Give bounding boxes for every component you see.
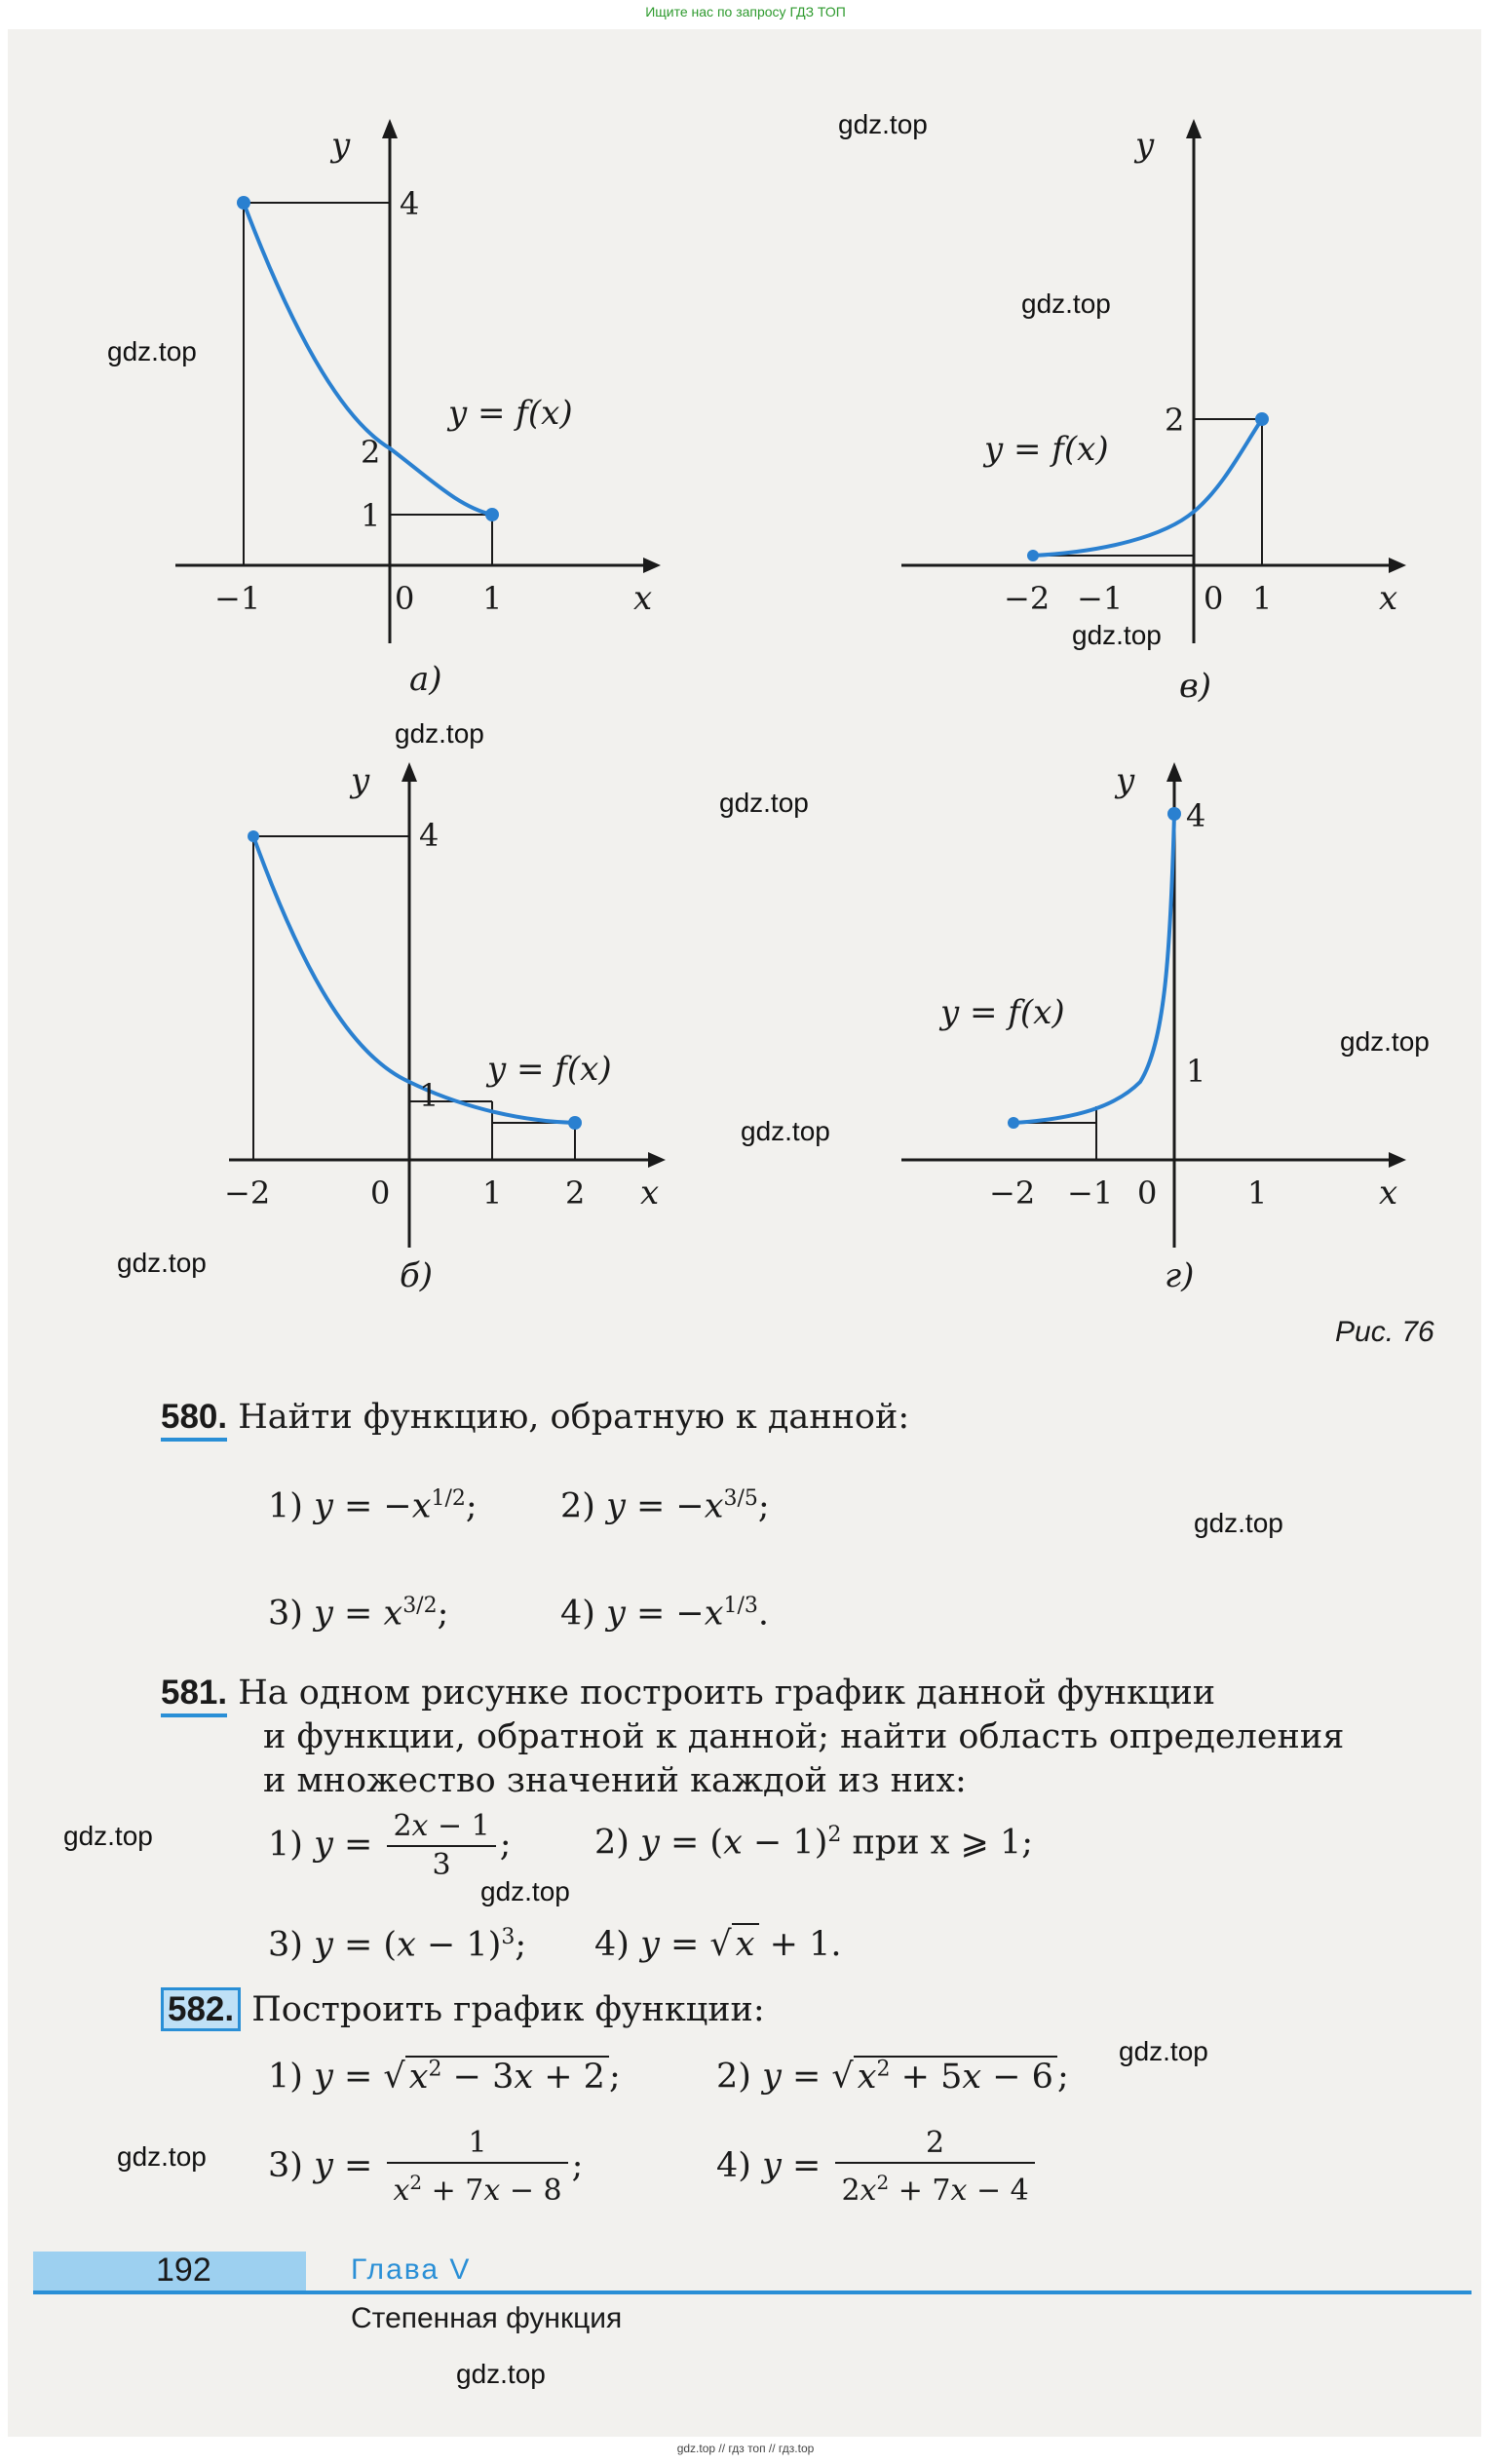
item-number: 3) bbox=[268, 2146, 303, 2185]
ex580-item-2: 2) $y = -x^{3/5}$; bbox=[560, 1486, 770, 1526]
page-number: 192 bbox=[156, 2252, 211, 2289]
item-number: 4) bbox=[716, 2146, 751, 2185]
exercise-number: 582. bbox=[161, 1987, 241, 2031]
graph-a bbox=[156, 117, 663, 699]
label-y: y bbox=[1135, 126, 1155, 165]
tick-x-2: 0 bbox=[1137, 1174, 1158, 1212]
caption-b: б) bbox=[400, 1256, 434, 1295]
watermark: gdz.top bbox=[1072, 620, 1162, 650]
tick-x-1: 0 bbox=[395, 580, 415, 617]
exercise-text-line1: На одном рисунке построить график данной функции bbox=[238, 1674, 1216, 1713]
point-a-end bbox=[485, 508, 499, 521]
exercise-number: 581. bbox=[161, 1674, 227, 1717]
ex582-item-3: 3) y = $\frac{1}{x^2 + 7x - 8}$ ; bbox=[268, 2126, 584, 2208]
ex581-item-4: 4) y = √ x + 1. bbox=[594, 1925, 842, 1964]
chapter-label: Глава V bbox=[351, 2253, 472, 2286]
watermark: gdz.top bbox=[1340, 1026, 1430, 1057]
tick-y-0: 1 bbox=[361, 497, 381, 534]
point-a-start bbox=[237, 196, 250, 210]
caption-g: г) bbox=[1165, 1256, 1195, 1295]
chapter-name: Степенная функция bbox=[351, 2302, 623, 2334]
ex581-item-3: 3) $y = (x - 1)^3$; bbox=[268, 1925, 527, 1965]
tick-y-1: 4 bbox=[1186, 797, 1206, 834]
exercise-number: 580. bbox=[161, 1398, 227, 1442]
top-note: Ищите нас по запросу ГДЗ ТОП bbox=[645, 4, 846, 19]
ex580-item-1: 1) $y = -x^{1/2}$; bbox=[268, 1486, 478, 1526]
tick-x-1: −1 bbox=[1067, 1174, 1114, 1212]
graph-b bbox=[219, 760, 687, 1306]
func-label-v: y = f(x) bbox=[984, 430, 1109, 469]
func-label-b: y = f(x) bbox=[487, 1050, 612, 1089]
watermark: gdz.top bbox=[63, 1821, 153, 1851]
caption-a: а) bbox=[409, 660, 442, 699]
label-x: x bbox=[633, 579, 653, 618]
exercise-581 bbox=[161, 1672, 1215, 1714]
func-label-a: y = f(x) bbox=[448, 394, 573, 433]
watermark: gdz.top bbox=[456, 2359, 546, 2389]
label-y: y bbox=[1116, 761, 1135, 800]
watermark: gdz.top bbox=[1021, 289, 1111, 319]
watermark: gdz.top bbox=[117, 2141, 207, 2172]
label-x: x bbox=[1379, 579, 1398, 618]
exercise-582 bbox=[161, 1988, 765, 2031]
footer-line bbox=[33, 2291, 1472, 2294]
tick-x-3: 1 bbox=[1252, 580, 1273, 617]
tick-y-2: 4 bbox=[400, 185, 420, 222]
condition: при x ⩾ 1; bbox=[852, 1823, 1034, 1863]
graph-v bbox=[882, 117, 1408, 706]
figure-label: Рис. 76 bbox=[1335, 1316, 1434, 1348]
exercise-text: Построить график функции: bbox=[251, 1990, 765, 2029]
item-number: 2) bbox=[716, 2057, 751, 2097]
label-y: y bbox=[351, 761, 370, 800]
func-label-g: y = f(x) bbox=[940, 993, 1065, 1032]
ex582-item-2: 2) y = √ $x^2 + 5x - 6$ ; bbox=[716, 2057, 1069, 2097]
watermark: gdz.top bbox=[838, 109, 928, 139]
item-number: 1) bbox=[268, 2057, 303, 2097]
watermark: gdz.top bbox=[395, 718, 484, 749]
tick-x-3: 1 bbox=[1247, 1174, 1268, 1212]
label-x: x bbox=[640, 1174, 660, 1213]
tick-y-1: 2 bbox=[361, 434, 381, 471]
item-number: 1) bbox=[268, 1825, 303, 1865]
tick-x-0: −1 bbox=[214, 580, 261, 617]
item-number: 4) bbox=[560, 1594, 595, 1634]
tick-y-1: 4 bbox=[419, 817, 440, 854]
watermark: gdz.top bbox=[1119, 2036, 1208, 2066]
tick-x-1: −1 bbox=[1077, 580, 1124, 617]
item-number: 2) bbox=[594, 1823, 630, 1863]
tick-x-0: −2 bbox=[1004, 580, 1051, 617]
tick-x-3: 2 bbox=[565, 1174, 586, 1212]
curve-g bbox=[1013, 814, 1174, 1123]
ex580-item-4: 4) $y = -x^{1/3}$. bbox=[560, 1594, 770, 1634]
watermark: gdz.top bbox=[480, 1876, 570, 1906]
label-x: x bbox=[1379, 1174, 1398, 1213]
watermark: gdz.top bbox=[107, 336, 197, 366]
ex582-item-4: 4) y = $\frac{2}{2x^2 + 7x - 4}$ bbox=[716, 2125, 1039, 2210]
tick-x-2: 1 bbox=[482, 1174, 503, 1212]
graph-g bbox=[882, 760, 1408, 1306]
tick-y-0: 1 bbox=[1186, 1053, 1206, 1090]
tick-x-1: 0 bbox=[370, 1174, 391, 1212]
tick-x-0: −2 bbox=[989, 1174, 1036, 1212]
exercise-text: Найти функцию, обратную к данной: bbox=[238, 1398, 910, 1437]
tick-y-0: 1 bbox=[419, 1077, 440, 1114]
watermark: gdz.top bbox=[117, 1248, 207, 1278]
label-y: y bbox=[331, 126, 351, 165]
exercise-581-line3: и множество значений каждой из них: bbox=[263, 1761, 967, 1800]
watermark: gdz.top bbox=[719, 788, 809, 818]
item-number: 3) bbox=[268, 1925, 303, 1965]
watermark: gdz.top bbox=[741, 1116, 830, 1146]
ex582-item-1: 1) y = √ $x^2 - 3x + 2$ ; bbox=[268, 2057, 621, 2097]
item-number: 4) bbox=[594, 1925, 630, 1964]
tick-x-0: −2 bbox=[224, 1174, 271, 1212]
ex581-item-2: 2) $y = (x - 1)^2$ при x ⩾ 1; bbox=[594, 1823, 1034, 1863]
tick-x-2: 1 bbox=[482, 580, 503, 617]
exercise-581-line2: и функции, обратной к данной; найти область определения bbox=[263, 1717, 1345, 1756]
bottom-note: gdz.top // гдз топ // гдз.top bbox=[676, 2442, 815, 2455]
ex581-item-1: 1) y = $\frac{2x - 1}{3}$ ; bbox=[268, 1809, 512, 1882]
caption-v: в) bbox=[1179, 667, 1212, 706]
exercise-580 bbox=[161, 1396, 909, 1439]
item-number: 1) bbox=[268, 1486, 303, 1526]
item-number: 3) bbox=[268, 1594, 303, 1634]
tick-x-2: 0 bbox=[1204, 580, 1224, 617]
ex580-item-3: 3) $y = x^{3/2}$; bbox=[268, 1594, 449, 1634]
item-number: 2) bbox=[560, 1486, 595, 1526]
watermark: gdz.top bbox=[1194, 1508, 1283, 1538]
tick-y-0: 2 bbox=[1165, 402, 1185, 439]
